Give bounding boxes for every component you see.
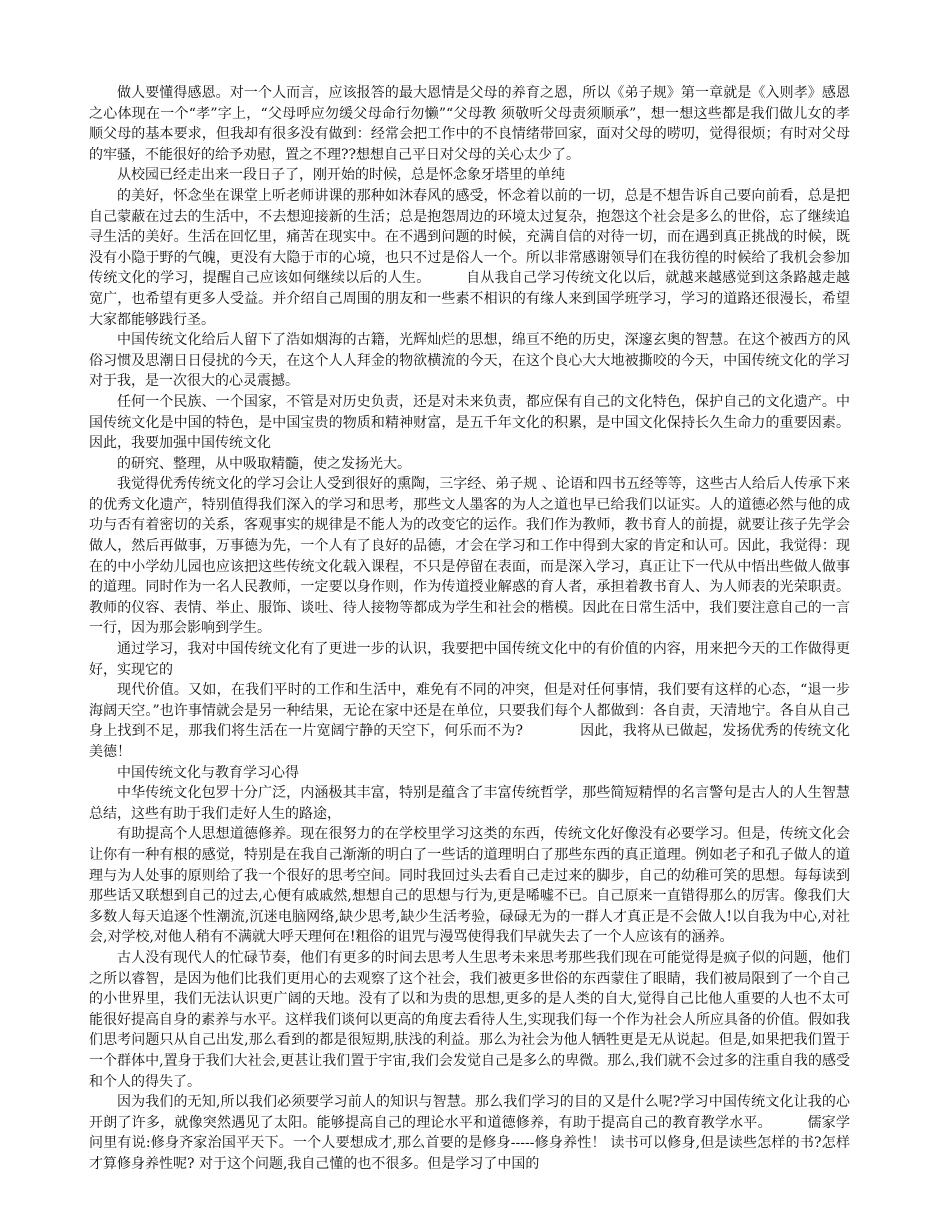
paragraph-moral-cultivation: 有助提高个人思想道德修养。现在很努力的在学校里学习这类的东西，传统文化好像没有必要学习。但是，传统文化会让你有一种有根的感觉，特别是在我自己渐渐的明白了一些话的道理明白了那些东西的真正道理。例如老子和孔子做人的道理与为人处事的原则给了我一个很好的思考空间。同时我回过头去看自己走过来的脚步，自己的幼稚可笑的思想。每每读到那些话又联想到自己的过去,心便有戚戚然,想想自己的思想与行为,更是唏嘘不已。自己原来一直错得那么的厉害。像我们大多数人每天追逐个性潮流,沉迷电脑网络,缺少思考,缺少生活考验，碌碌无为的一群人才真正是不会做人!以自我为中心,对社会,对学校,对他人稍有不满就大呼天理何在!粗俗的诅咒与漫骂使得我们早就失去了一个人应该有的涵养。 — [89, 826, 850, 946]
paragraph-modern-value: 现代价值。又如，在我们平时的工作和生活中，难免有不同的冲突，但是对任何事情，我们要有这样的心态，“退一步海阔天空。”也许事情就会是另一种结果，无论在家中还是在单位，只要我们每个人都做到：各自责，天清地宁。各自从自己身上找到不足，那我们将生活在一片宽阔宁静的天空下，何乐而不为? 因此，我将从已做起，发扬优秀的传统文化美德！ — [89, 682, 850, 760]
paragraph-research: 的研究、整理，从中吸取精髓，使之发扬光大。 — [117, 455, 411, 472]
paragraph-through-study: 通过学习，我对中国传统文化有了更进一步的认识，我要把中国传统文化中的有价值的内容，用来把今天的工作做得更好，实现它的 — [89, 641, 850, 678]
paragraph-campus-intro: 从校园已经走出来一段日子了，刚开始的时候，总是怀念象牙塔里的单纯 — [117, 167, 565, 184]
paragraph-national-heritage: 任何一个民族、一个国家，不管是对历史负责，还是对未来负责，都应保有自己的文化特色，保护自己的文化遗产。中国传统文化是中国的特色，是中国宝贵的物质和精神财富，是五千年文化的积累，是中国文化保持长久生命力的重要因素。因此，我要加强中国传统文化 — [89, 393, 850, 452]
paragraph-learning-purpose: 因为我们的无知,所以我们必须要学习前人的知识与智慧。那么我们学习的目的又是什么呢?学习中国传统文化让我的心开朗了许多，就像突然遇见了太阳。能够提高自己的理论水平和道德修养，有助于提高自己的教育教学水平。 儒家学问里有说:修身齐家治国平天下。一个人要想成才,那么首要的是修身-----修身养性！ 读书可以修身,但是读些怎样的书?怎样才算修身养性呢? 对于这个问题,我自己懂的也不很多。但是学习了中国的 — [89, 1094, 850, 1172]
paragraph-teacher-role: 我觉得优秀传统文化的学习会让人受到很好的熏陶，三字经、弟子规 、论语和四书五经等等，这些古人给后人传承下来的优秀文化遗产，特别值得我们深入的学习和思考，那些文人墨客的为人之道也早已给我们以证实。人的道德必然与他的成功与否有着密切的关系，客观事实的规律是不能人为的改变它的运作。我们作为教师，教书育人的前提，就要让孩子先学会做人，然后再做事，万事德为先，一个人有了良好的品德，才会在学习和工作中得到大家的肯定和认可。因此，我觉得：现在的中小学幼儿园也应该把这些传统文化载入课程，不只是停留在表面，而是深入学习，真正让下一代从中悟出些做人做事的道理。同时作为一名人民教师，一定要以身作则，作为传道授业解惑的育人者，承担着教书育人、为人师表的光荣职责。教师的仪容、表情、举止、服饰、谈吐、待人接物等都成为学生和社会的楷模。因此在日常生活中，我们要注意自己的一言一行，因为那会影响到学生。 — [89, 476, 850, 637]
paragraph-traditional-culture-legacy: 中国传统文化给后人留下了浩如烟海的古籍，光辉灿烂的思想，绵亘不绝的历史，深邃玄奥的智慧。在这个被西方的风俗习惯及思潮日日侵扰的今天，在这个人人拜金的物欲横流的今天，在这个良心大大地被撕咬的今天，中国传统文化的学习对于我，是一次很大的心灵震撼。 — [89, 332, 850, 390]
section-title: 中国传统文化与教育学习心得 — [117, 764, 299, 781]
paragraph-gratitude: 做人要懂得感恩。对一个人而言，应该报答的最大恩情是父母的养育之恩，所以《弟子规》第一章就是《入则孝》感恩之心体现在一个“孝”字上，“父母呼应勿缓父母命行勿懒”“父母教 须敬听父母责须顺承”，想一想这些都是我们做儿女的孝顺父母的基本要求，但我却有很多没有做到：经常会把工作中的不良情绪带回家，面对父母的唠叨，觉得很烦；有时对父母的牢骚，不能很好的给予劝慰，置之不理??想想自己平日对父母的关心太少了。 — [89, 85, 850, 163]
paragraph-ancients: 古人没有现代人的忙碌节奏，他们有更多的时间去思考人生思考未来思考那些我们现在可能觉得是疯子似的问题，他们之所以睿智，是因为他们比我们更用心的去观察了这个社会，我们被更多世俗的东西蒙住了眼睛，我们被局限到了一个自己的小世界里，我们无法认识更广阔的天地。没有了以和为贵的思想,更多的是人类的自大,觉得自己比他人重要的人也不太可能很好提高自身的素养与水平。这样我们谈何以更高的角度去看待人生,实现我们每一个作为社会人所应具备的价值。假如我们思考问题只从自己出发,那么看到的都是很短期,肤浅的利益。那么为社会为他人牺牲更是无从说起。但是,如果把我们置于一个群体中,置身于我们大社会,更甚让我们置于宇宙,我们会发觉自己是多么的卑微。那么,我们就不会过多的注重自我的感受和个人的得失了。 — [89, 949, 850, 1090]
paragraph-chinese-culture: 中华传统文化包罗十分广泛，内涵极其丰富，特别是蕴含了丰富传统哲学，那些简短精悍的名言警句是古人的人生智慧总结，这些有助于我们走好人生的路途， — [89, 785, 850, 822]
paragraph-campus-memories: 的美好，怀念坐在课堂上听老师讲课的那种如沐春风的感受，怀念着以前的一切，总是不想告诉自己要向前看，总是把自己蒙蔽在过去的生活中，不去想迎接新的生活；总是抱怨周边的环境太过复杂，抱怨这个社会是多么的世俗，忘了继续追寻生活的美好。生活在回忆里，痛苦在现实中。在不遇到问题的时候，充满自信的对待一切，而在遇到真正挑战的时候，既没有小隐于野的气魄，更没有大隐于市的心境，也只不过是俗人一个。所以非常感谢领导们在我彷徨的时候给了我机会参加传统文化的学习，提醒自己应该如何继续以后的人生。 自从我自己学习传统文化以后，就越来越感觉到这条路越走越宽广，也希望有更多人受益。并介绍自己周围的朋友和一些素不相识的有缘人来到国学班学习，学习的道路还很漫长，希望大家都能够践行圣。 — [89, 187, 850, 328]
